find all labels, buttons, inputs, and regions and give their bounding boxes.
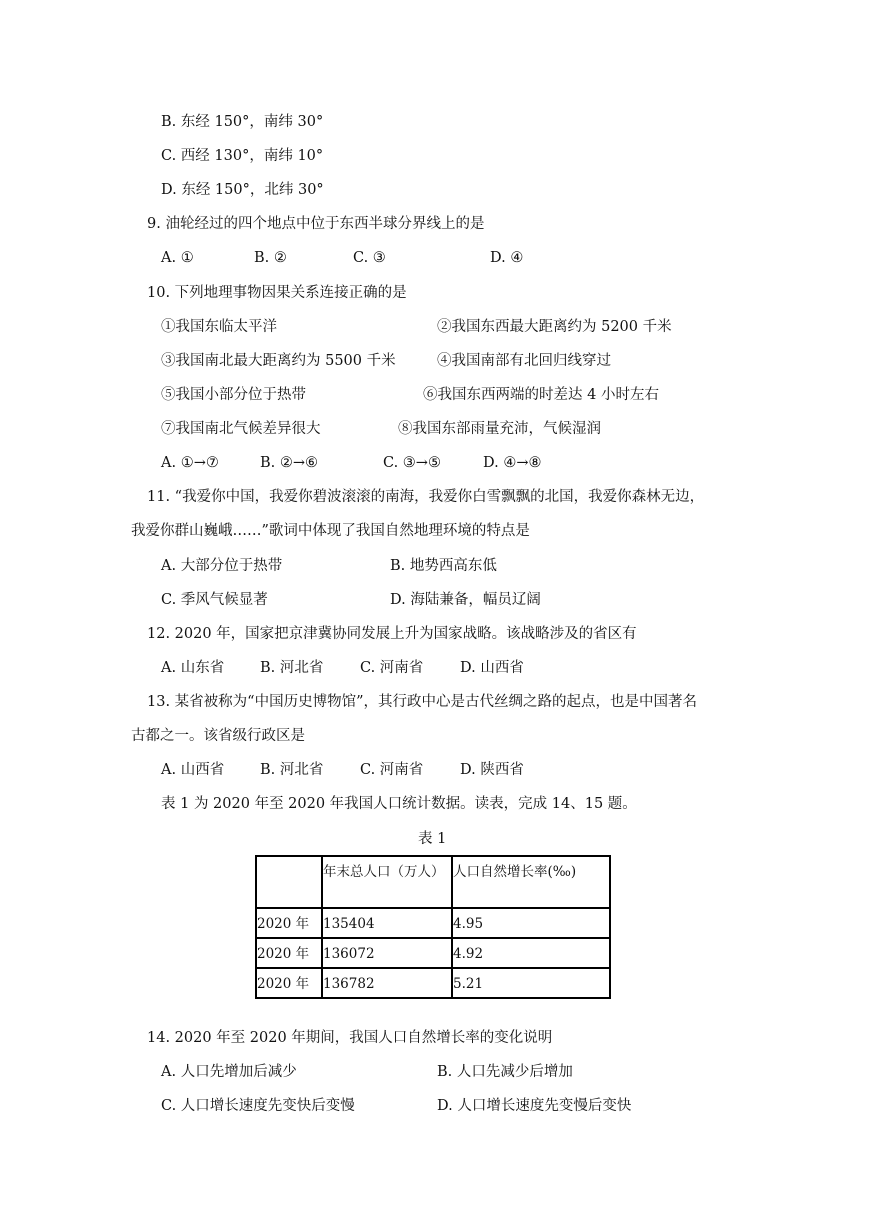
q12-option-c: C. 河南省 <box>360 660 424 676</box>
table-intro: 表 1 为 2020 年至 2020 年我国人口统计数据。读表，完成 14、15 题。 <box>161 796 637 812</box>
table-cell-population: 136072 <box>322 938 452 968</box>
table-row <box>256 968 610 998</box>
q12-option-a: A. 山东省 <box>161 660 225 676</box>
table-row <box>256 908 610 938</box>
q10-option-d: D. ④→⑧ <box>483 455 542 471</box>
q10-item-7: ⑦我国南北气候差异很大 <box>161 421 321 437</box>
q8-option-d: D. 东经 150°，北纬 30° <box>161 182 324 198</box>
q10-option-a: A. ①→⑦ <box>161 455 219 471</box>
q10-stem: 10. 下列地理事物因果关系连接正确的是 <box>147 285 407 301</box>
table-row <box>256 938 610 968</box>
q12-stem: 12. 2020 年，国家把京津冀协同发展上升为国家战略。该战略涉及的省区有 <box>147 626 637 642</box>
q10-item-4: ④我国南部有北回归线穿过 <box>437 353 611 369</box>
table-cell-population: 136782 <box>322 968 452 998</box>
q14-stem: 14. 2020 年至 2020 年期间，我国人口自然增长率的变化说明 <box>147 1030 553 1046</box>
q11-option-c: C. 季风气候显著 <box>161 592 268 608</box>
q9-stem: 9. 油轮经过的四个地点中位于东西半球分界线上的是 <box>147 216 485 232</box>
q11-option-a: A. 大部分位于热带 <box>161 558 283 574</box>
table-cell-year: 2020 年 <box>256 908 322 938</box>
q10-item-2: ②我国东西最大距离约为 5200 千米 <box>437 319 672 335</box>
table-cell-year: 2020 年 <box>256 938 322 968</box>
table-cell-population: 135404 <box>322 908 452 938</box>
table-cell-growth: 4.92 <box>452 938 610 968</box>
q13-option-b: B. 河北省 <box>260 762 324 778</box>
q8-option-b: B. 东经 150°，南纬 30° <box>161 114 324 130</box>
q11-stem-line1: 11. “我爱你中国，我爱你碧波滚滚的南海，我爱你白雪飘飘的北国，我爱你森林无边， <box>147 489 705 505</box>
q10-option-b: B. ②→⑥ <box>260 455 319 471</box>
q10-item-1: ①我国东临太平洋 <box>161 319 277 335</box>
table-cell-growth: 5.21 <box>452 968 610 998</box>
q13-option-c: C. 河南省 <box>360 762 424 778</box>
q12-option-b: B. 河北省 <box>260 660 324 676</box>
q14-option-d: D. 人口增长速度先变慢后变快 <box>437 1098 632 1114</box>
population-table <box>255 855 611 999</box>
table-header-row <box>256 856 610 908</box>
q9-option-b: B. ② <box>254 250 287 266</box>
q10-item-5: ⑤我国小部分位于热带 <box>161 387 306 403</box>
q13-option-a: A. 山西省 <box>161 762 225 778</box>
q10-item-8: ⑧我国东部雨量充沛，气候湿润 <box>398 421 601 437</box>
q13-stem-line1: 13. 某省被称为“中国历史博物馆”，其行政中心是古代丝绸之路的起点，也是中国著名 <box>147 694 697 710</box>
q14-option-c: C. 人口增长速度先变快后变慢 <box>161 1098 355 1114</box>
q10-item-6: ⑥我国东西两端的时差达 4 小时左右 <box>423 387 659 403</box>
q9-option-c: C. ③ <box>353 250 386 266</box>
table-caption: 表 1 <box>418 831 447 847</box>
q13-stem-line2: 古都之一。该省级行政区是 <box>131 728 305 744</box>
q14-option-b: B. 人口先减少后增加 <box>437 1064 573 1080</box>
table-header-cell: 年末总人口（万人） <box>322 856 452 908</box>
table-header-cell <box>256 856 322 908</box>
q9-option-d: D. ④ <box>490 250 524 266</box>
q11-stem-line2: 我爱你群山巍峨……”歌词中体现了我国自然地理环境的特点是 <box>131 523 530 539</box>
q10-option-c: C. ③→⑤ <box>383 455 441 471</box>
q13-option-d: D. 陕西省 <box>460 762 524 778</box>
table-cell-year: 2020 年 <box>256 968 322 998</box>
table-header-cell: 人口自然增长率(‰) <box>452 856 610 908</box>
q11-option-b: B. 地势西高东低 <box>390 558 497 574</box>
q9-option-a: A. ① <box>161 250 194 266</box>
q12-option-d: D. 山西省 <box>460 660 524 676</box>
q10-item-3: ③我国南北最大距离约为 5500 千米 <box>161 353 396 369</box>
table-cell-growth: 4.95 <box>452 908 610 938</box>
q8-option-c: C. 西经 130°，南纬 10° <box>161 148 324 164</box>
q14-option-a: A. 人口先增加后减少 <box>161 1064 297 1080</box>
q11-option-d: D. 海陆兼备，幅员辽阔 <box>390 592 541 608</box>
